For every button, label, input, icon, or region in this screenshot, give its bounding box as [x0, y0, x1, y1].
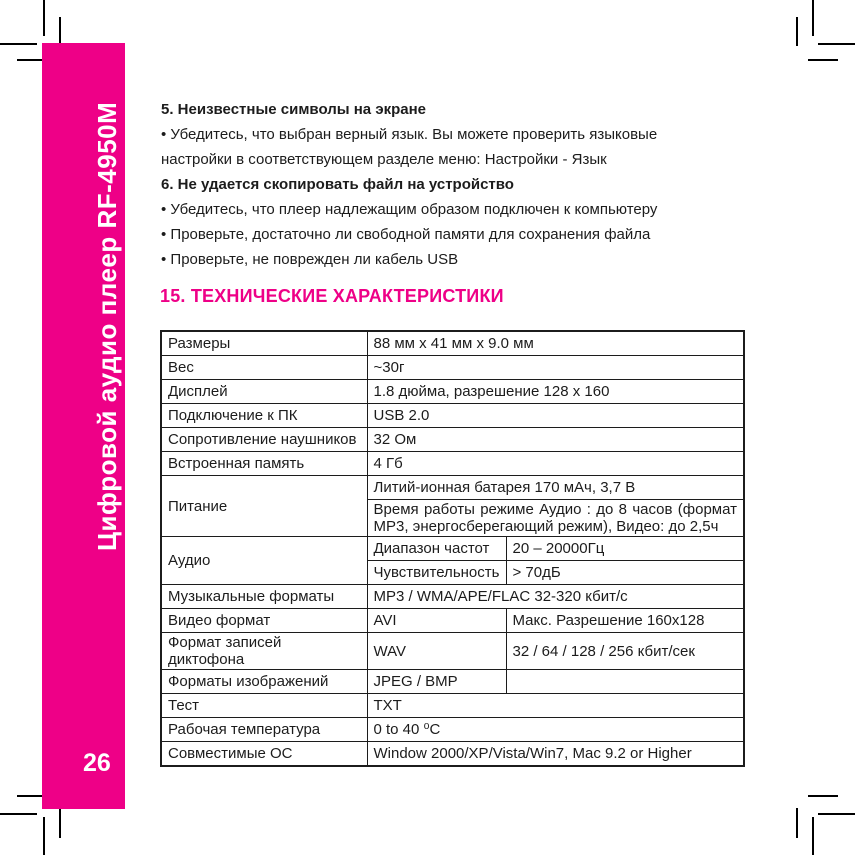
spec-label: Вес: [161, 356, 367, 380]
crop-mark: [43, 0, 45, 36]
crop-mark: [0, 43, 37, 45]
table-row: [161, 452, 744, 476]
spec-value: 88 мм x 41 мм x 9.0 мм: [367, 331, 744, 356]
spec-label: Сопротивление наушников: [161, 428, 367, 452]
troubleshoot-item6-title: 6. Не удается скопировать файл на устройство: [161, 176, 514, 193]
spec-value: Время работы режиме Аудио : до 8 часов (формат МР3, энергосберегающий режим), Видео: до 2,5ч: [367, 500, 744, 537]
crop-mark: [812, 0, 814, 36]
crop-mark: [43, 817, 45, 855]
spec-label: Аудио: [161, 537, 367, 585]
troubleshoot-item5-line1: • Убедитесь, что выбран верный язык. Вы можете проверить языковые: [161, 126, 658, 143]
spec-label: Видео формат: [161, 609, 367, 633]
spec-value: TXT: [367, 694, 744, 718]
spec-label: Размеры: [161, 331, 367, 356]
crop-mark: [59, 17, 61, 46]
crop-mark: [796, 17, 798, 46]
table-row: [161, 404, 744, 428]
table-row: [161, 380, 744, 404]
table-row: [161, 585, 744, 609]
troubleshoot-item6-bullet2: • Проверьте, достаточно ли свободной памяти для сохранения файла: [161, 226, 651, 243]
spec-extra: [506, 670, 744, 694]
spec-label: Формат записей диктофона: [161, 633, 367, 670]
table-row: [161, 537, 744, 561]
table-row: [161, 609, 744, 633]
table-row: [161, 356, 744, 380]
spec-label: Подключение к ПК: [161, 404, 367, 428]
spec-sublabel: Диапазон частот: [367, 537, 506, 561]
table-row: [161, 331, 744, 356]
table-row: [161, 694, 744, 718]
crop-mark: [818, 43, 855, 45]
spec-label: Дисплей: [161, 380, 367, 404]
spec-sublabel: Чувствительность: [367, 561, 506, 585]
spec-label: Форматы изображений: [161, 670, 367, 694]
crop-mark: [808, 795, 838, 797]
spec-label: Встроенная память: [161, 452, 367, 476]
table-row: [161, 718, 744, 742]
table-row: [161, 476, 744, 500]
spec-value: WAV: [367, 633, 506, 670]
crop-mark: [818, 813, 855, 815]
spec-value: AVI: [367, 609, 506, 633]
table-row: [161, 633, 744, 670]
spec-value: JPEG / BMP: [367, 670, 506, 694]
spec-value: 1.8 дюйма, разрешение 128 x 160: [367, 380, 744, 404]
spec-value: 4 Гб: [367, 452, 744, 476]
spec-value: ~30г: [367, 356, 744, 380]
spec-value: MP3 / WMA/APE/FLAC 32-320 кбит/с: [367, 585, 744, 609]
crop-mark: [0, 813, 37, 815]
troubleshoot-item6-bullet1: • Убедитесь, что плеер надлежащим образом подключен к компьютеру: [161, 201, 658, 218]
table-row: [161, 428, 744, 452]
spec-value: USB 2.0: [367, 404, 744, 428]
crop-mark: [812, 817, 814, 855]
spec-value: 20 – 20000Гц: [506, 537, 744, 561]
spec-label: Рабочая температура: [161, 718, 367, 742]
crop-mark: [59, 808, 61, 838]
page-number: 26: [83, 749, 111, 777]
troubleshoot-item5-title: 5. Неизвестные символы на экране: [161, 101, 427, 118]
crop-mark: [808, 59, 838, 61]
spine-vertical-title: Цифровой аудио плеер RF-4950M: [92, 101, 122, 551]
section-heading: 15. ТЕХНИЧЕСКИЕ ХАРАКТЕРИСТИКИ: [160, 286, 504, 306]
spec-value: > 70дБ: [506, 561, 744, 585]
spec-value: 0 to 40 ⁰C: [367, 718, 744, 742]
spec-label: Музыкальные форматы: [161, 585, 367, 609]
spec-value: 32 Ом: [367, 428, 744, 452]
spec-label: Тест: [161, 694, 367, 718]
troubleshoot-item5-line2: настройки в соответствующем разделе меню: Настройки - Язык: [161, 151, 607, 168]
crop-mark: [796, 808, 798, 838]
spec-label: Совместимые ОС: [161, 742, 367, 767]
spec-label: Питание: [161, 476, 367, 537]
specs-table: [160, 330, 745, 767]
troubleshoot-item6-bullet3: • Проверьте, не поврежден ли кабель USB: [161, 251, 459, 268]
spec-value: Window 2000/XP/Vista/Win7, Mac 9.2 or Higher: [367, 742, 744, 767]
table-row: [161, 670, 744, 694]
table-row: [161, 742, 744, 767]
spec-value: Литий-ионная батарея 170 мАч, 3,7 В: [367, 476, 744, 500]
spec-extra: Макс. Разрешение 160x128: [506, 609, 744, 633]
spec-extra: 32 / 64 / 128 / 256 кбит/сек: [506, 633, 744, 670]
